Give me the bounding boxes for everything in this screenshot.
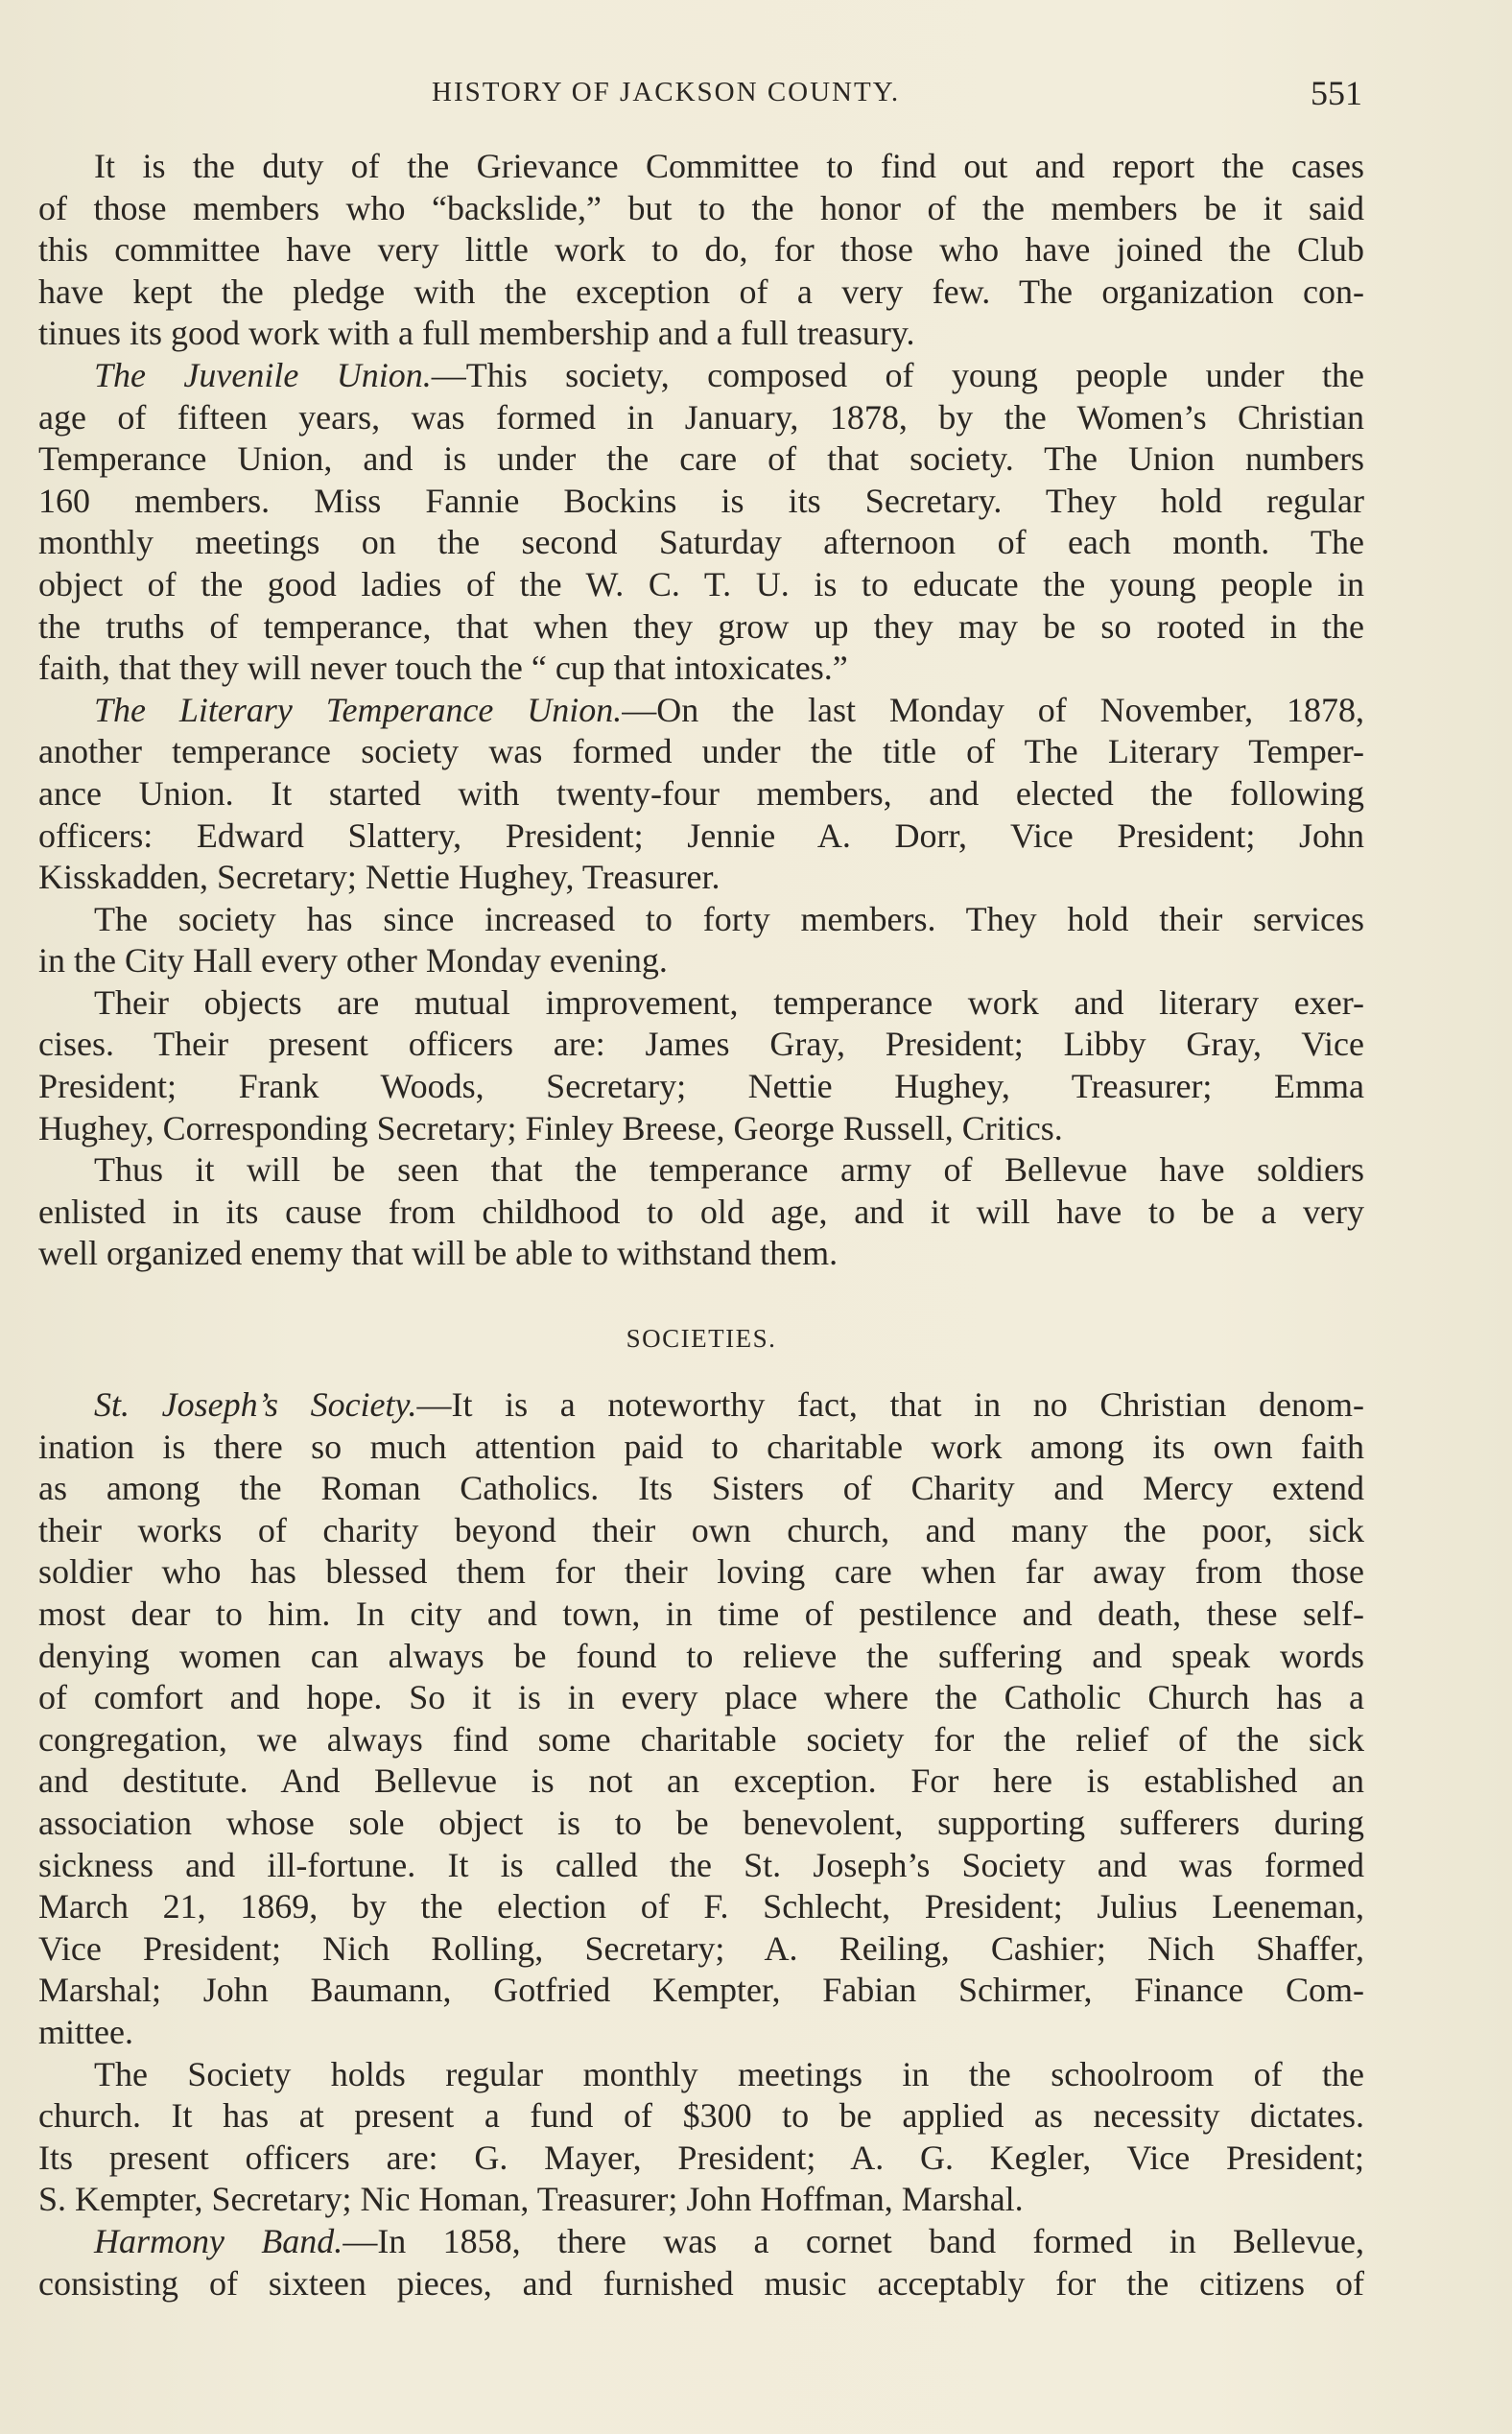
text-line: and destitute. And Bellevue is not an exception. For here is established an xyxy=(38,1761,1364,1801)
text-line: another temperance society was formed under the title of The Literary Temper- xyxy=(38,732,1364,771)
text-line: church. It has at present a fund of $300 to be applied as necessity dictates. xyxy=(38,2096,1364,2136)
text-line: ance Union. It started with twenty-four members, and elected the following xyxy=(38,773,1364,813)
text-run: —This society, composed of young people under the xyxy=(431,355,1364,394)
text-line xyxy=(38,2221,1364,2263)
text-line: Their objects are mutual improvement, temperance work and literary exer- xyxy=(94,982,1364,1022)
section-spacer xyxy=(38,1367,1364,1384)
body-text xyxy=(38,146,1364,2304)
text-line: association whose sole object is to be benevolent, supporting sufferers during xyxy=(38,1803,1364,1842)
text-line: have kept the pledge with the exception of a very few. The organization con- xyxy=(38,272,1364,311)
text-line: of those members who “backslide,” but to the honor of the members be it said xyxy=(38,188,1364,227)
text-line: Its present officers are: G. Mayer, President; A. G. Kegler, Vice President; xyxy=(38,2138,1364,2177)
text-line: President; Frank Woods, Secretary; Nettie Hughey, Treasurer; Emma xyxy=(38,1067,1364,1106)
society-title: The Literary Temperance Union. xyxy=(94,690,623,729)
text-line: The society has since increased to forty members. They hold their services xyxy=(94,899,1364,938)
text-line xyxy=(38,690,1364,732)
text-line: denying women can always be found to relieve the suffering and speak words xyxy=(38,1636,1364,1675)
text-line: the truths of temperance, that when they grow up they may be so rooted in the xyxy=(38,606,1364,646)
text-line: mittee. xyxy=(38,2012,133,2051)
text-line: Thus it will be seen that the temperance army of Bellevue have soldiers xyxy=(94,1150,1364,1190)
text-line: Temperance Union, and is under the care of that society. The Union numbers xyxy=(38,439,1364,479)
running-head: HISTORY OF JACKSON COUNTY. xyxy=(432,77,901,107)
text-run: —On the last Monday of November, 1878, xyxy=(622,690,1364,729)
text-line: soldier who has blessed them for their loving care when far away from those xyxy=(38,1552,1364,1592)
text-line: 160 members. Miss Fannie Bockins is its Secretary. They hold regular xyxy=(38,481,1364,520)
text-line: most dear to him. In city and town, in time of pestilence and death, these self- xyxy=(38,1595,1364,1633)
text-line: this committee have very little work to do, for those who have joined the Club xyxy=(38,230,1364,270)
text-line: in the City Hall every other Monday evening. xyxy=(38,941,668,981)
text-run: —In 1858, there was a cornet band formed in Bellevue, xyxy=(343,2221,1364,2260)
text-line: Vice President; Nich Rolling, Secretary; A. Reiling, Cashier; Nich Shaffer, xyxy=(38,1928,1364,1968)
text-line: Hughey, Corresponding Secretary; Finley Breese, George Russell, Critics. xyxy=(38,1108,1063,1147)
page-number: 551 xyxy=(1311,74,1362,112)
text-line xyxy=(38,355,1364,397)
text-run: —It is a noteworthy fact, that in no Christian denom- xyxy=(416,1385,1364,1425)
text-line: consisting of sixteen pieces, and furnished music acceptably for the citizens of xyxy=(38,2263,1364,2303)
page-header xyxy=(38,69,1362,117)
text-line: well organized enemy that will be able to withstand them. xyxy=(38,1234,839,1273)
text-line: S. Kempter, Secretary; Nic Homan, Treasurer; John Hoffman, Marshal. xyxy=(38,2180,1024,2219)
text-line: enlisted in its cause from childhood to old age, and it will have to be a very xyxy=(38,1192,1364,1231)
text-line: monthly meetings on the second Saturday afternoon of each month. The xyxy=(38,523,1364,562)
text-line: The Society holds regular monthly meetings in the schoolroom of the xyxy=(94,2054,1364,2093)
text-line: faith, that they will never touch the “ cup that intoxicates.” xyxy=(38,649,848,688)
text-line: as among the Roman Catholics. Its Sisters of Charity and Mercy extend xyxy=(38,1469,1364,1508)
text-line: of comfort and hope. So it is in every place where the Catholic Church has a xyxy=(38,1678,1364,1717)
text-line: congregation, we always find some charitable society for the relief of the sick xyxy=(38,1719,1364,1759)
text-line: sickness and ill-fortune. It is called the St. Joseph’s Society and was formed xyxy=(38,1845,1364,1884)
text-line: Marshal; John Baumann, Gotfried Kempter, Fabian Schirmer, Finance Com- xyxy=(38,1971,1364,2010)
text-line: tinues its good work with a full membership and a full treasury. xyxy=(38,314,915,353)
text-line: cises. Their present officers are: James Gray, President; Libby Gray, Vice xyxy=(38,1025,1364,1064)
section-spacer xyxy=(38,1275,1364,1310)
text-line: It is the duty of the Grievance Committee to find out and report the cases xyxy=(94,147,1364,185)
text-line: Kisskadden, Secretary; Nettie Hughey, Treasurer. xyxy=(38,858,721,897)
text-line: age of fifteen years, was formed in January, 1878, by the Women’s Christian xyxy=(38,397,1364,437)
text-line: March 21, 1869, by the election of F. Schlecht, President; Julius Leeneman, xyxy=(38,1887,1364,1926)
text-line: their works of charity beyond their own church, and many the poor, sick xyxy=(38,1510,1364,1549)
society-title: St. Joseph’s Society. xyxy=(94,1385,417,1425)
text-line: ination is there so much attention paid to charitable work among its own faith xyxy=(38,1427,1364,1466)
text-line: officers: Edward Slattery, President; Jennie A. Dorr, Vice President; John xyxy=(38,815,1364,855)
text-line: object of the good ladies of the W. C. T. U. is to educate the young people in xyxy=(38,564,1364,603)
society-title: Harmony Band. xyxy=(94,2221,343,2260)
society-title: The Juvenile Union. xyxy=(94,355,432,394)
text-line xyxy=(38,1384,1364,1427)
section-heading: SOCIETIES. xyxy=(626,1324,777,1354)
